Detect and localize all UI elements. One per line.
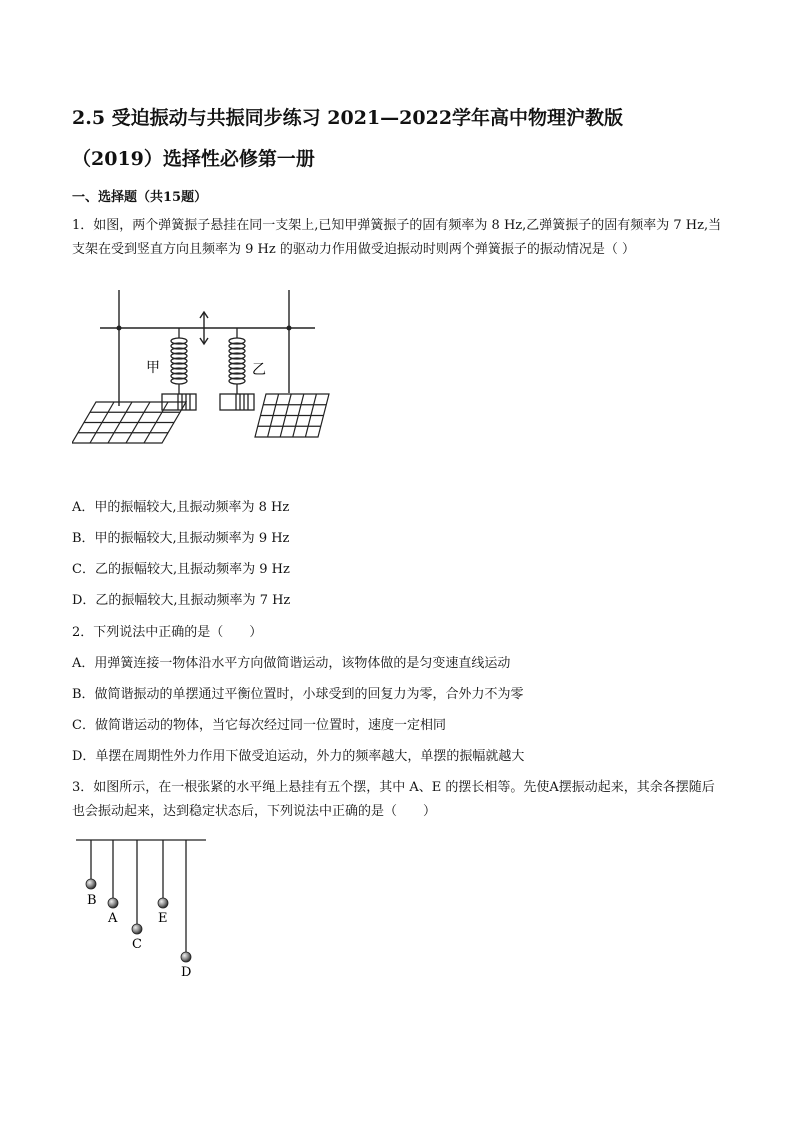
question-1-figure — [72, 288, 334, 448]
pendulum-label-d: D — [181, 965, 192, 980]
question-1-option-c[interactable]: C．乙的振幅较大,且振动频率为 9 Hz — [72, 562, 290, 577]
pendulum-label-e: E — [158, 911, 168, 926]
title-line-1: 2.5 受迫振动与共振同步练习 2021—2022学年高中物理沪教版 — [72, 107, 624, 129]
pendulum-ball-e — [158, 898, 168, 908]
pendulum-label-b: B — [87, 893, 97, 908]
right-grid-base — [255, 394, 329, 437]
question-3-figure — [72, 832, 212, 982]
pendulum-ball-b — [86, 879, 96, 889]
title-line-2: （2019）选择性必修第一册 — [72, 148, 315, 170]
question-1-text: 1．如图，两个弹簧振子悬挂在同一支架上,已知甲弹簧振子的固有频率为 8 Hz,乙弹簧振子的固有频率为 7 Hz,当支架在受到竖直方向且频率为 9 Hz 的驱动力作用做受迫振动时则两个弹簧振子的振动情况是（ ） — [72, 218, 722, 257]
label-jia: 甲 — [146, 360, 160, 376]
question-2-option-a[interactable]: A．用弹簧连接一物体沿水平方向做简谐运动，该物体做的是匀变速直线运动 — [72, 656, 511, 671]
question-1-option-b[interactable]: B．甲的振幅较大,且振动频率为 9 Hz — [72, 531, 290, 546]
question-2-option-c[interactable]: C．做简谐运动的物体，当它每次经过同一位置时，速度一定相同 — [72, 718, 446, 733]
question-2-text: 2．下列说法中正确的是（ ） — [72, 625, 263, 640]
question-2-option-b[interactable]: B．做简谐振动的单摆通过平衡位置时，小球受到的回复力为零，合外力不为零 — [72, 687, 524, 702]
question-1-option-a[interactable]: A．甲的振幅较大,且振动频率为 8 Hz — [72, 500, 290, 515]
pendulum-ball-d — [181, 952, 191, 962]
question-1-option-d[interactable]: D．乙的振幅较大,且振动频率为 7 Hz — [72, 593, 291, 608]
pendulum-label-c: C — [132, 937, 142, 952]
left-grid-base — [72, 402, 186, 443]
label-yi: 乙 — [252, 362, 266, 378]
question-2-option-d[interactable]: D．单摆在周期性外力作用下做受迫运动，外力的频率越大，单摆的振幅就越大 — [72, 749, 525, 764]
section-heading: 一、选择题（共15题） — [72, 190, 208, 205]
question-3-text: 3．如图所示，在一根张紧的水平绳上悬挂有五个摆，其中 A、E 的摆长相等。先使A摆振动起来，其余各摆随后也会振动起来，达到稳定状态后，下列说法中正确的是（ ） — [72, 780, 715, 819]
pendulum-label-a: A — [108, 911, 118, 926]
pendulum-ball-a — [108, 898, 118, 908]
pendulum-ball-c — [132, 924, 142, 934]
